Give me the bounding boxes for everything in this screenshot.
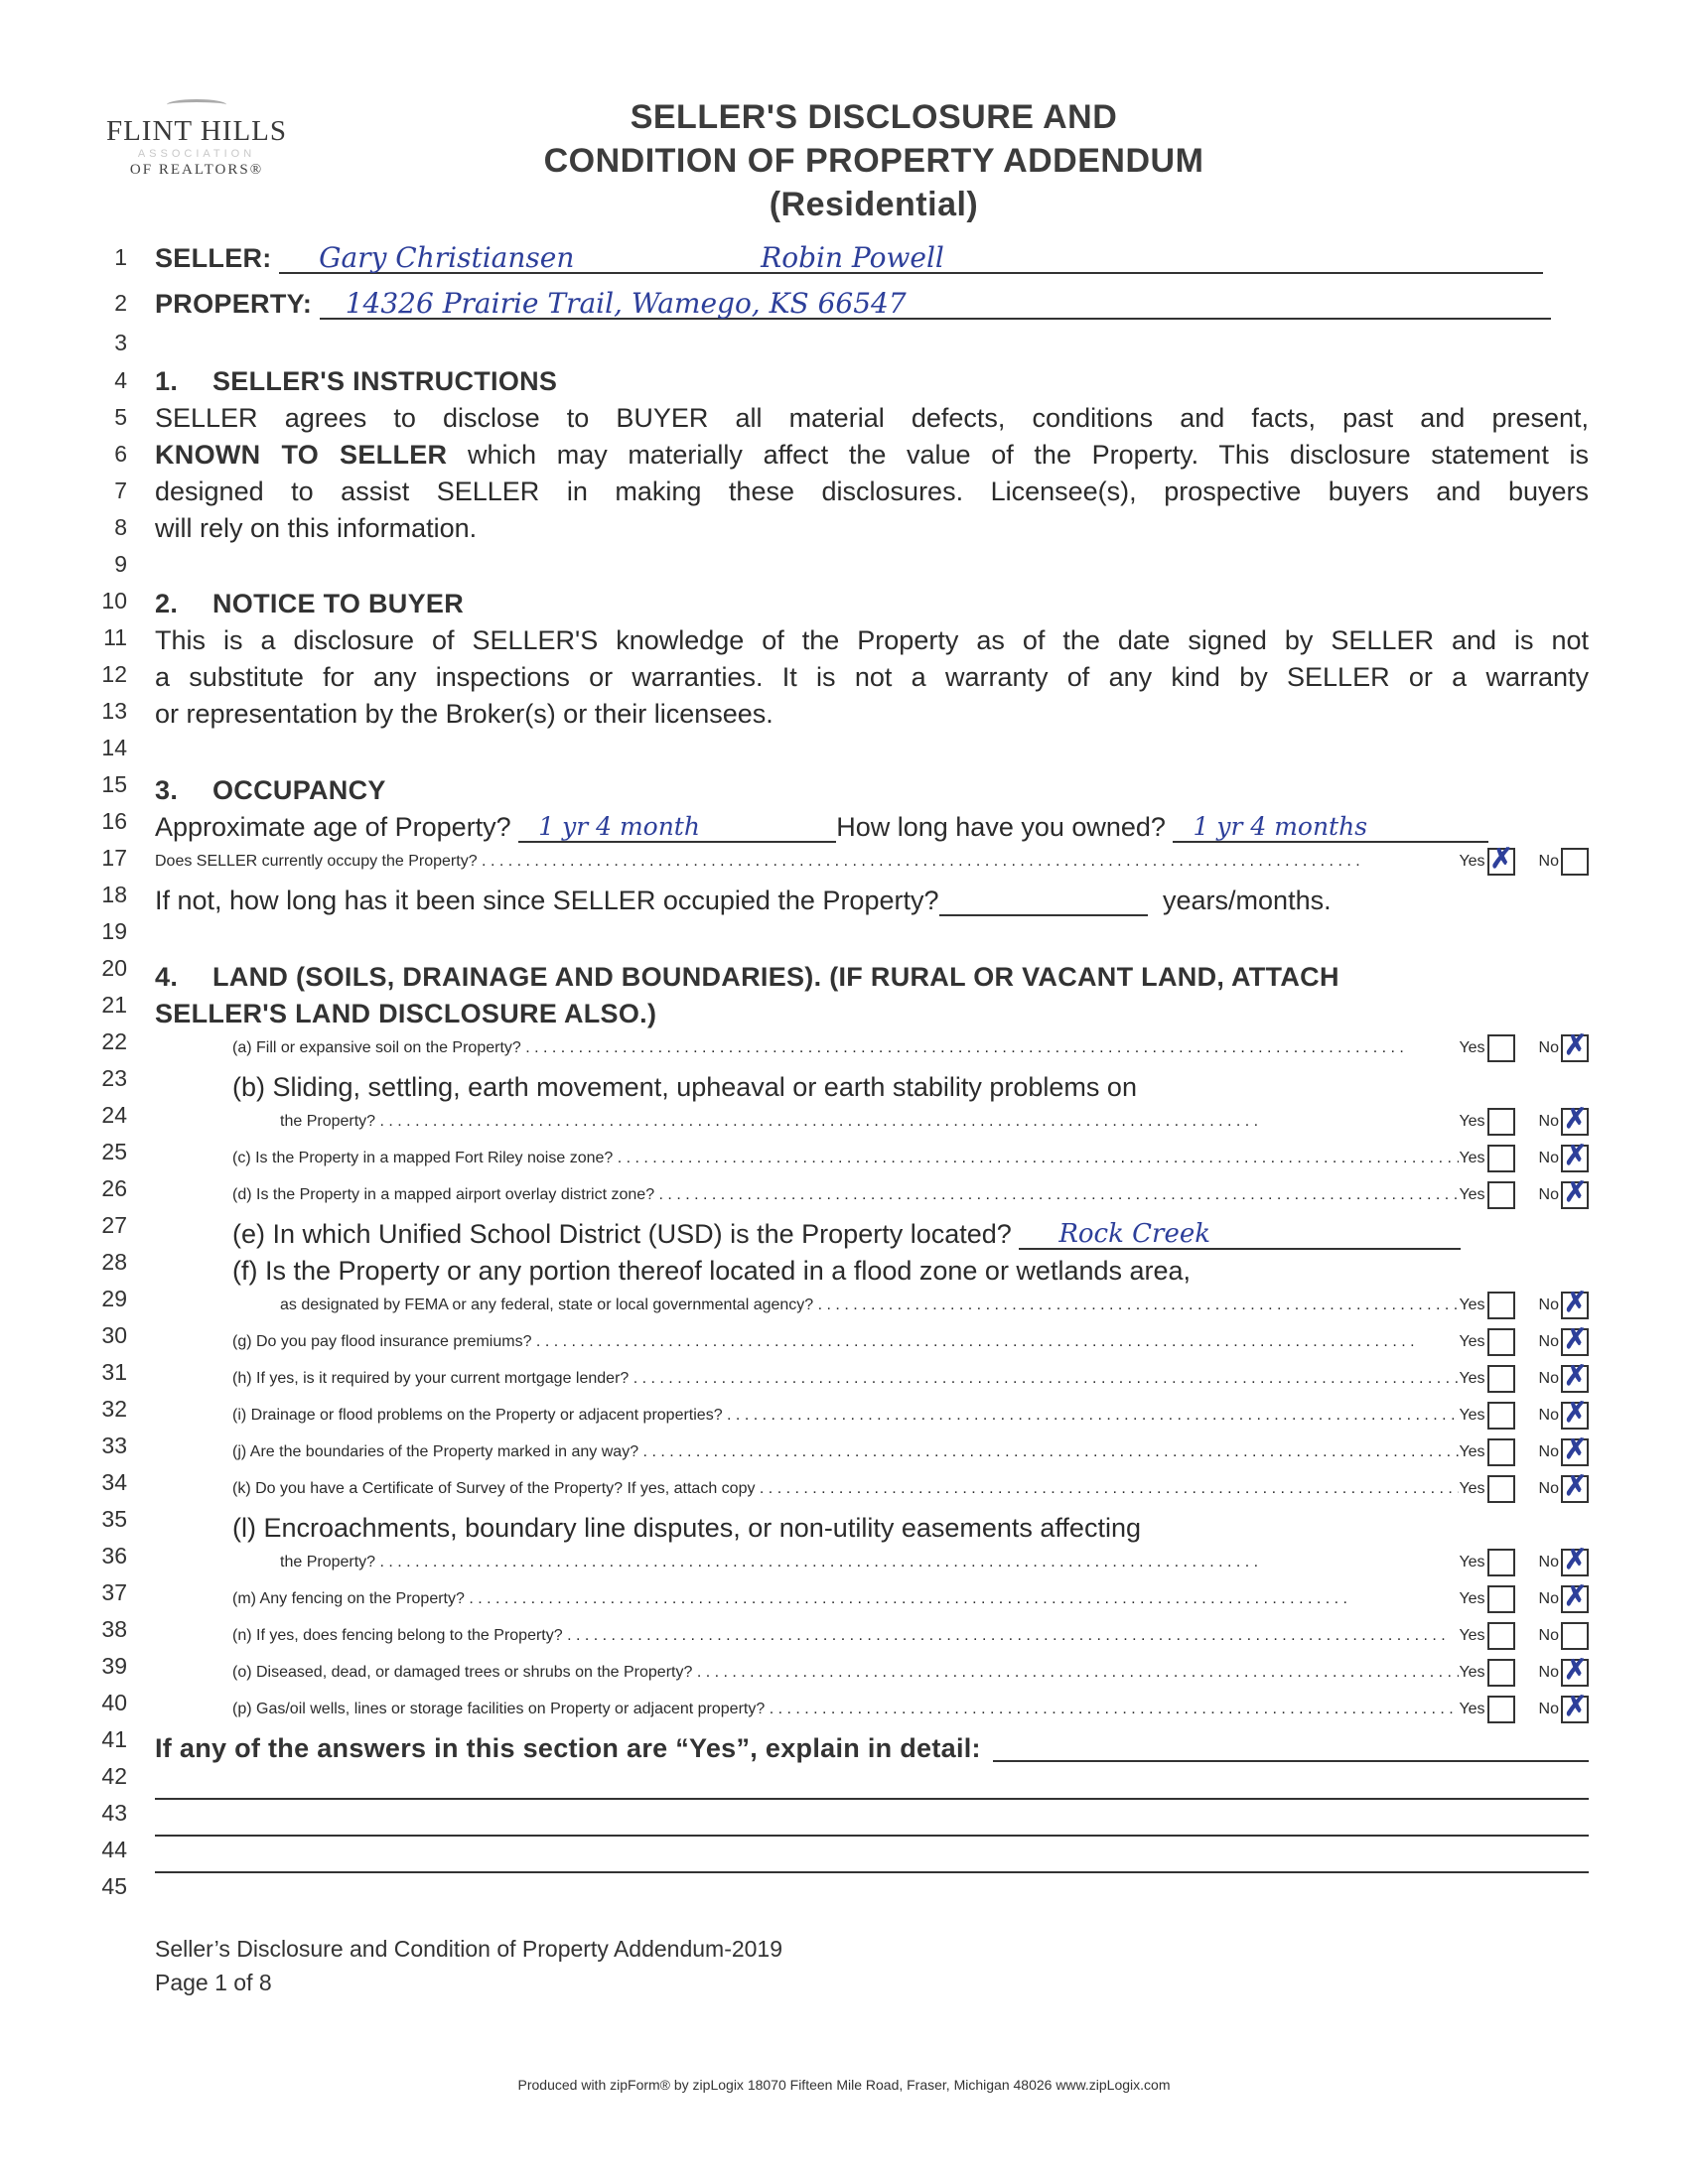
question-n-label: (n) If yes, does fencing belong to the Property? . . . bbox=[232, 1627, 1459, 1645]
line-number: 16 bbox=[101, 808, 127, 834]
occupy-yes-no bbox=[1459, 848, 1589, 876]
question-c-yes-no bbox=[1459, 1145, 1589, 1172]
no-checkbox[interactable] bbox=[1561, 1438, 1589, 1466]
no-checkbox[interactable] bbox=[1561, 1585, 1589, 1613]
yes-label: Yes bbox=[1459, 1590, 1485, 1607]
yes-label: Yes bbox=[1459, 1627, 1485, 1644]
not-occupied-row bbox=[155, 885, 1589, 916]
question-g-yes-no bbox=[1459, 1328, 1589, 1356]
question-f-line-1: (f) Is the Property or any portion thereof located in a flood zone or wetlands area, bbox=[232, 1256, 1192, 1286]
line-number: 25 bbox=[101, 1139, 127, 1164]
section-4-title-2: SELLER'S LAND DISCLOSURE ALSO.) bbox=[155, 999, 657, 1028]
question-l bbox=[280, 1549, 1589, 1576]
document-title bbox=[377, 95, 1370, 226]
question-c-label: (c) Is the Property in a mapped Fort Riley noise zone? . . . bbox=[232, 1150, 1459, 1167]
no-checkbox[interactable] bbox=[1561, 848, 1589, 876]
line-number: 17 bbox=[101, 845, 127, 871]
question-l-line-1: (l) Encroachments, boundary line disputes, or non-utility easements affecting bbox=[232, 1513, 1141, 1543]
line-number: 13 bbox=[101, 698, 127, 724]
explain-label: If any of the answers in this section are “Yes”, explain in detail: bbox=[155, 1733, 981, 1763]
age-label: Approximate age of Property? bbox=[155, 812, 511, 842]
line-number: 30 bbox=[101, 1322, 127, 1348]
line-number: 22 bbox=[101, 1028, 127, 1054]
known-to-seller: KNOWN TO SELLER bbox=[155, 440, 448, 470]
property-field[interactable] bbox=[320, 288, 1551, 320]
line-number: 9 bbox=[114, 551, 127, 577]
usd-field[interactable] bbox=[1019, 1220, 1461, 1250]
explain-line-42[interactable] bbox=[155, 1798, 1589, 1800]
section-3-title: OCCUPANCY bbox=[212, 775, 386, 805]
explain-line-43[interactable] bbox=[155, 1835, 1589, 1837]
question-m-label: (m) Any fencing on the Property? . . . bbox=[232, 1590, 1459, 1608]
produced-with-footer: Produced with zipForm® by zipLogix 18070 Fifteen Mile Road, Fraser, Michigan 48026 www.zipLogix.com bbox=[517, 2077, 1171, 2093]
line-number: 26 bbox=[101, 1175, 127, 1201]
line-number: 7 bbox=[114, 478, 127, 503]
section-2-line-13: or representation by the Broker(s) or their licensees. bbox=[155, 699, 774, 729]
question-n bbox=[232, 1622, 1589, 1650]
question-e-label: (e) In which Unified School District (USD) is the Property located? bbox=[232, 1219, 1012, 1249]
no-label: No bbox=[1538, 1701, 1559, 1717]
question-j-yes-no bbox=[1459, 1438, 1589, 1466]
yes-label: Yes bbox=[1459, 1480, 1485, 1497]
question-d-label: (d) Is the Property in a mapped airport overlay district zone? . . . bbox=[232, 1186, 1459, 1204]
question-i-yes-no bbox=[1459, 1402, 1589, 1430]
seller-name-2: Robin Powell bbox=[761, 241, 944, 274]
line-number: 34 bbox=[101, 1469, 127, 1495]
question-f-label: as designated by FEMA or any federal, state or local governmental agency? . . . bbox=[280, 1297, 1459, 1314]
line-number: 44 bbox=[101, 1837, 127, 1862]
no-checkbox[interactable] bbox=[1561, 1292, 1589, 1319]
section-1-line-8: will rely on this information. bbox=[155, 513, 478, 543]
age-field[interactable] bbox=[518, 813, 836, 843]
line-number: 29 bbox=[101, 1286, 127, 1311]
no-checkbox[interactable] bbox=[1561, 1328, 1589, 1356]
no-label: No bbox=[1538, 1186, 1559, 1203]
no-label: No bbox=[1538, 1297, 1559, 1313]
title-line-3: (Residential) bbox=[769, 186, 979, 223]
question-p-yes-no bbox=[1459, 1696, 1589, 1723]
line-number: 21 bbox=[101, 992, 127, 1018]
no-label: No bbox=[1538, 853, 1559, 870]
question-b-yes-no bbox=[1459, 1108, 1589, 1136]
explain-field[interactable] bbox=[993, 1732, 1589, 1762]
yes-checkbox[interactable] bbox=[1487, 1365, 1515, 1393]
section-1-title: SELLER'S INSTRUCTIONS bbox=[212, 366, 558, 396]
age-row bbox=[155, 811, 1589, 843]
footer-page-number: Page 1 of 8 bbox=[155, 1970, 272, 1995]
question-g bbox=[232, 1328, 1589, 1356]
section-4-title-1: LAND (SOILS, DRAINAGE AND BOUNDARIES). (IF RURAL OR VACANT LAND, ATTACH bbox=[212, 962, 1339, 992]
yes-label: Yes bbox=[1459, 1664, 1485, 1681]
seller-field[interactable] bbox=[279, 242, 1543, 274]
line-number: 33 bbox=[101, 1433, 127, 1458]
section-1-heading bbox=[155, 365, 1589, 397]
yes-checkbox[interactable] bbox=[1487, 1475, 1515, 1503]
line-number: 12 bbox=[101, 661, 127, 687]
owned-field[interactable] bbox=[1173, 813, 1488, 843]
yes-checkbox[interactable] bbox=[1487, 1438, 1515, 1466]
no-label: No bbox=[1538, 1664, 1559, 1681]
question-b-label: the Property? . . . bbox=[280, 1113, 1459, 1131]
no-label: No bbox=[1538, 1590, 1559, 1607]
title-line-1: SELLER'S DISCLOSURE AND bbox=[630, 98, 1118, 136]
question-f-yes-no bbox=[1459, 1292, 1589, 1319]
property-address: 14326 Prairie Trail, Wamego, KS 66547 bbox=[345, 287, 907, 320]
question-e bbox=[232, 1218, 1589, 1250]
line-number: 39 bbox=[101, 1653, 127, 1679]
line-number: 42 bbox=[101, 1763, 127, 1789]
yes-label: Yes bbox=[1459, 1333, 1485, 1350]
line-number: 19 bbox=[101, 918, 127, 944]
no-label: No bbox=[1538, 1407, 1559, 1424]
line-number: 37 bbox=[101, 1579, 127, 1605]
property-row bbox=[155, 288, 1589, 320]
yes-checkbox[interactable] bbox=[1487, 1696, 1515, 1723]
no-checkbox[interactable] bbox=[1561, 1549, 1589, 1576]
no-label: No bbox=[1538, 1554, 1559, 1570]
question-m-yes-no bbox=[1459, 1585, 1589, 1613]
owned-value: 1 yr 4 months bbox=[1193, 812, 1368, 841]
line-number: 6 bbox=[114, 441, 127, 467]
line-number: 14 bbox=[101, 735, 127, 760]
yes-checkbox[interactable] bbox=[1487, 1585, 1515, 1613]
property-label: PROPERTY: bbox=[155, 289, 313, 319]
occupy-question bbox=[155, 848, 1589, 876]
question-k-yes-no bbox=[1459, 1475, 1589, 1503]
line-number: 31 bbox=[101, 1359, 127, 1385]
no-checkbox[interactable] bbox=[1561, 1181, 1589, 1209]
no-checkbox[interactable] bbox=[1561, 1145, 1589, 1172]
yes-checkbox[interactable] bbox=[1487, 1145, 1515, 1172]
question-a-yes-no bbox=[1459, 1034, 1589, 1062]
section-3-number: 3. bbox=[155, 775, 179, 805]
no-checkbox[interactable] bbox=[1561, 1365, 1589, 1393]
question-h bbox=[232, 1365, 1589, 1393]
footer-form-name: Seller’s Disclosure and Condition of Property Addendum-2019 bbox=[155, 1936, 783, 1962]
question-d-yes-no bbox=[1459, 1181, 1589, 1209]
question-g-label: (g) Do you pay flood insurance premiums? . . . bbox=[232, 1333, 1459, 1351]
section-2-line-12: a substitute for any inspections or warranties. It is not a warranty of any kind by SELLER or a warranty bbox=[155, 662, 1589, 692]
question-i bbox=[232, 1402, 1589, 1430]
section-1-line-5: SELLER agrees to disclose to BUYER all material defects, conditions and facts, past and present, bbox=[155, 403, 1589, 433]
yes-label: Yes bbox=[1459, 1297, 1485, 1313]
question-l-label: the Property? . . . bbox=[280, 1554, 1459, 1571]
yes-checkbox[interactable] bbox=[1487, 1034, 1515, 1062]
question-j-label: (j) Are the boundaries of the Property marked in any way? . . . bbox=[232, 1443, 1459, 1461]
line-number: 15 bbox=[101, 771, 127, 797]
yes-label: Yes bbox=[1459, 1443, 1485, 1460]
question-c bbox=[232, 1145, 1589, 1172]
yes-checkbox[interactable] bbox=[1487, 1292, 1515, 1319]
yes-label: Yes bbox=[1459, 1554, 1485, 1570]
line-number: 24 bbox=[101, 1102, 127, 1128]
section-4-number: 4. bbox=[155, 962, 179, 992]
not-occupied-label: If not, how long has it been since SELLER occupied the Property? bbox=[155, 886, 939, 915]
section-2-line-11: This is a disclosure of SELLER'S knowledge of the Property as of the date signed by SELLER and is not bbox=[155, 625, 1589, 655]
line-number: 45 bbox=[101, 1873, 127, 1899]
no-label: No bbox=[1538, 1150, 1559, 1166]
section-1-line-7: designed to assist SELLER in making these disclosures. Licensee(s), prospective buyers and buyers bbox=[155, 477, 1589, 506]
question-n-yes-no bbox=[1459, 1622, 1589, 1650]
line-number: 10 bbox=[101, 588, 127, 614]
not-occupied-unit: years/months. bbox=[1163, 886, 1332, 915]
section-2-number: 2. bbox=[155, 589, 179, 618]
yes-label: Yes bbox=[1459, 1113, 1485, 1130]
usd-value: Rock Creek bbox=[1058, 1219, 1210, 1249]
section-2-title: NOTICE TO BUYER bbox=[212, 589, 465, 618]
yes-label: Yes bbox=[1459, 1150, 1485, 1166]
line-number: 1 bbox=[114, 244, 127, 270]
occupy-label: Does SELLER currently occupy the Property? . . . bbox=[155, 853, 1459, 871]
question-a-label: (a) Fill or expansive soil on the Property? . . . bbox=[232, 1039, 1459, 1057]
section-1-line-6 bbox=[155, 439, 1589, 471]
yes-label: Yes bbox=[1459, 1701, 1485, 1717]
question-b-line-1: (b) Sliding, settling, earth movement, upheaval or earth stability problems on bbox=[232, 1072, 1137, 1102]
line-number: 20 bbox=[101, 955, 127, 981]
yes-checkbox[interactable] bbox=[1487, 1108, 1515, 1136]
no-label: No bbox=[1538, 1480, 1559, 1497]
explain-line-44[interactable] bbox=[155, 1871, 1589, 1873]
yes-label: Yes bbox=[1459, 1407, 1485, 1424]
seller-label: SELLER: bbox=[155, 243, 272, 273]
age-value: 1 yr 4 month bbox=[538, 812, 700, 841]
title-line-2: CONDITION OF PROPERTY ADDENDUM bbox=[543, 142, 1204, 180]
no-checkbox[interactable] bbox=[1561, 1622, 1589, 1650]
question-m bbox=[232, 1585, 1589, 1613]
question-h-label: (h) If yes, is it required by your current mortgage lender? . . . bbox=[232, 1370, 1459, 1388]
line-number: 23 bbox=[101, 1065, 127, 1091]
no-label: No bbox=[1538, 1333, 1559, 1350]
no-checkbox[interactable] bbox=[1561, 1108, 1589, 1136]
question-h-yes-no bbox=[1459, 1365, 1589, 1393]
question-l-yes-no bbox=[1459, 1549, 1589, 1576]
question-o-yes-no bbox=[1459, 1659, 1589, 1687]
question-i-label: (i) Drainage or flood problems on the Property or adjacent properties? . . . bbox=[232, 1407, 1459, 1425]
section-3-heading bbox=[155, 774, 1589, 806]
section-1-line-6-rest: which may materially affect the value of the Property. This disclosure statement is bbox=[447, 440, 1589, 470]
line-number: 32 bbox=[101, 1396, 127, 1422]
line-number: 8 bbox=[114, 514, 127, 540]
yes-checkbox[interactable] bbox=[1487, 1181, 1515, 1209]
line-number: 11 bbox=[103, 624, 127, 650]
seller-row bbox=[155, 242, 1589, 274]
question-k bbox=[232, 1475, 1589, 1503]
line-number: 38 bbox=[101, 1616, 127, 1642]
line-number: 36 bbox=[101, 1543, 127, 1569]
question-a bbox=[232, 1034, 1589, 1062]
flint-hills-logo bbox=[87, 99, 306, 180]
yes-checkbox[interactable] bbox=[1487, 1402, 1515, 1430]
yes-label: Yes bbox=[1459, 1039, 1485, 1056]
line-number: 40 bbox=[101, 1690, 127, 1715]
logo-name: FLINT HILLS bbox=[105, 115, 288, 147]
question-o bbox=[232, 1659, 1589, 1687]
question-d bbox=[232, 1181, 1589, 1209]
question-f bbox=[280, 1292, 1589, 1319]
line-number: 5 bbox=[114, 404, 127, 430]
line-number: 41 bbox=[101, 1726, 127, 1752]
line-number: 4 bbox=[114, 367, 127, 393]
question-b bbox=[280, 1108, 1589, 1136]
yes-checkbox[interactable] bbox=[1487, 848, 1515, 876]
yes-label: Yes bbox=[1459, 1186, 1485, 1203]
not-occupied-field[interactable] bbox=[939, 888, 1148, 916]
no-label: No bbox=[1538, 1627, 1559, 1644]
yes-checkbox[interactable] bbox=[1487, 1549, 1515, 1576]
question-o-label: (o) Diseased, dead, or damaged trees or shrubs on the Property? . . . bbox=[232, 1664, 1459, 1682]
question-k-label: (k) Do you have a Certificate of Survey of the Property? If yes, attach copy . . . bbox=[232, 1480, 1459, 1498]
line-number: 3 bbox=[114, 330, 127, 355]
yes-label: Yes bbox=[1459, 853, 1485, 870]
line-number: 35 bbox=[101, 1506, 127, 1532]
logo-association: ASSOCIATION bbox=[137, 148, 256, 160]
no-label: No bbox=[1538, 1443, 1559, 1460]
no-label: No bbox=[1538, 1370, 1559, 1387]
line-number: 28 bbox=[101, 1249, 127, 1275]
seller-name-1: Gary Christiansen bbox=[319, 241, 575, 274]
no-checkbox[interactable] bbox=[1561, 1475, 1589, 1503]
no-label: No bbox=[1538, 1039, 1559, 1056]
question-p-label: (p) Gas/oil wells, lines or storage facilities on Property or adjacent property? . . . bbox=[232, 1701, 1459, 1718]
explain-row bbox=[155, 1732, 1589, 1764]
question-j bbox=[232, 1438, 1589, 1466]
yes-checkbox[interactable] bbox=[1487, 1328, 1515, 1356]
yes-checkbox[interactable] bbox=[1487, 1622, 1515, 1650]
logo-swoosh-icon bbox=[167, 99, 226, 110]
owned-label: How long have you owned? bbox=[836, 812, 1166, 842]
no-checkbox[interactable] bbox=[1561, 1034, 1589, 1062]
yes-label: Yes bbox=[1459, 1370, 1485, 1387]
line-number: 18 bbox=[101, 882, 127, 907]
line-number: 2 bbox=[114, 290, 127, 316]
no-checkbox[interactable] bbox=[1561, 1696, 1589, 1723]
line-number: 43 bbox=[101, 1800, 127, 1826]
section-1-number: 1. bbox=[155, 366, 179, 396]
no-checkbox[interactable] bbox=[1561, 1402, 1589, 1430]
question-p bbox=[232, 1696, 1589, 1723]
logo-realtors: OF REALTORS® bbox=[129, 162, 264, 178]
line-number: 27 bbox=[101, 1212, 127, 1238]
section-4-heading bbox=[155, 961, 1589, 993]
no-checkbox[interactable] bbox=[1561, 1659, 1589, 1687]
section-2-heading bbox=[155, 588, 1589, 619]
yes-checkbox[interactable] bbox=[1487, 1659, 1515, 1687]
no-label: No bbox=[1538, 1113, 1559, 1130]
